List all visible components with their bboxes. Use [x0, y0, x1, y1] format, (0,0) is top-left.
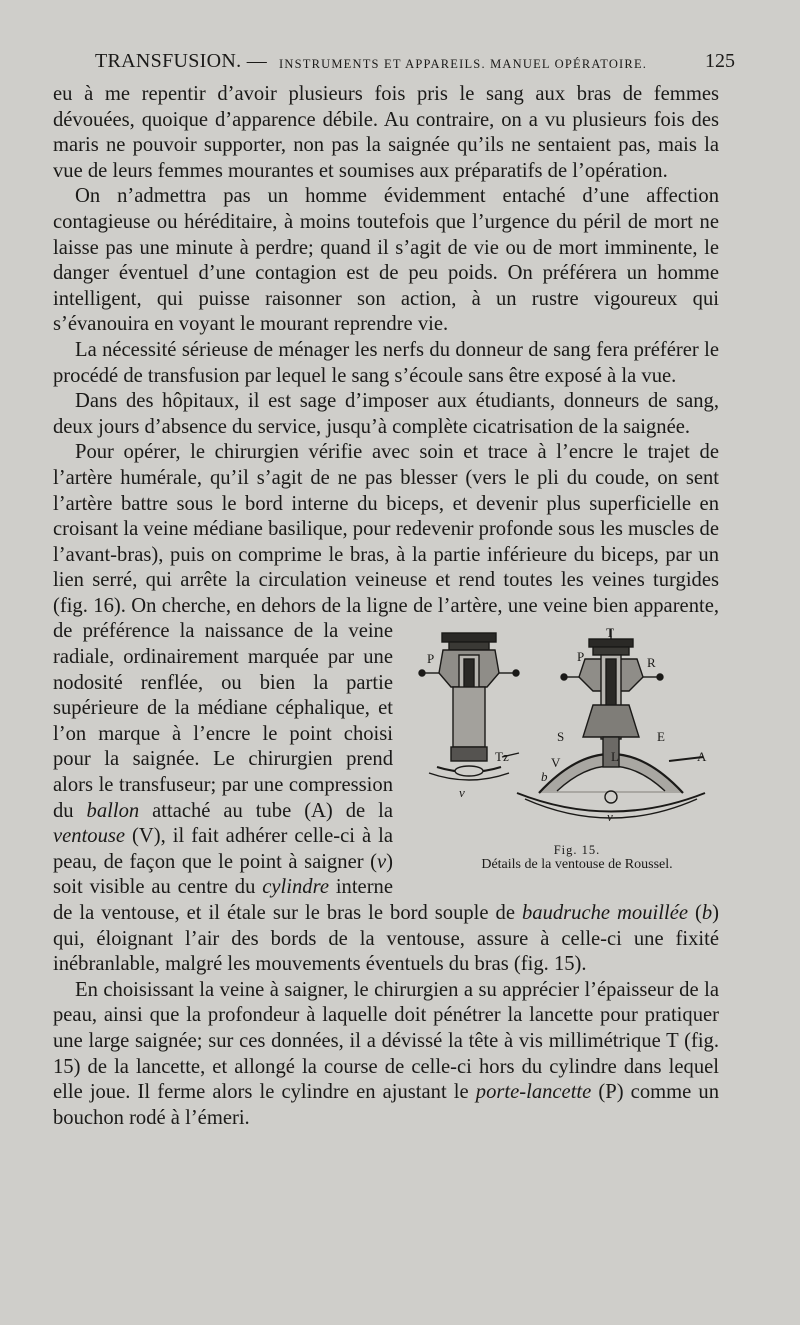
- label-b: b: [541, 769, 548, 785]
- porte-lancette-illustration: [419, 633, 519, 800]
- label-E: E: [657, 729, 665, 745]
- p6-text-b: (P) comme un bouchon rodé à l’émeri.: [53, 1081, 719, 1129]
- p5-text-c: (V), il fait adhérer celle-ci à la peau, de façon que le point à saigner (: [53, 825, 393, 873]
- p5-cylindre: cylindre: [262, 876, 329, 899]
- figure-label: Fig. 15.: [553, 843, 601, 858]
- ventouse-illustration: [517, 625, 707, 824]
- p5-v: v: [377, 850, 387, 873]
- label-P-left: P: [427, 651, 435, 667]
- p5-text-a2: naissance de la veine radiale, ordinairement marquée par une nodosité renflée, ou bien la partie supérieure de la médiane céphalique, et l’on marque à l’encre le point choisi pour la saignée. Le chirurgien prend alors le transfuseur; par une compression du: [53, 620, 393, 822]
- label-V: V: [551, 755, 561, 771]
- p5-ventouse: ventouse: [53, 825, 126, 848]
- label-v-left: v: [459, 785, 465, 801]
- paragraph-6: [53, 978, 719, 1132]
- p5-text-f: (: [687, 902, 702, 924]
- running-header: [95, 50, 735, 76]
- p5-text-b1: attaché au tube (A) de la: [139, 799, 393, 822]
- label-P-right: P: [577, 649, 585, 665]
- p6-text-a: En choisissant la veine à saigner, le chirurgien a su apprécier l’épaisseur de la peau, ainsi que la profondeur à laquelle doit pénétrer la lancette pour pratiquer une large saignée; sur ces données, il a dévissé la tête à vis millimétrique T (fig. 15) de la lancette, et allongé la course de celle-ci hors du cylindre dans lequel elle joue. Il ferme alors le cylindre en ajustant le: [53, 978, 719, 1104]
- paragraph-4: Dans des hôpitaux, il est sage d’imposer aux étudiants, donneurs de sang, deux jours d’absence du service, jusqu’à complète cicatrisation de la saignée.: [53, 390, 719, 438]
- label-v-right: v: [607, 809, 613, 825]
- label-S: S: [557, 729, 565, 745]
- figure-caption-text: Détails de la ventouse de Roussel.: [481, 857, 673, 873]
- paragraph-5: [53, 440, 719, 977]
- roussel-ventouse-drawing: [407, 625, 725, 879]
- label-L: L: [611, 749, 619, 765]
- paragraph-1: eu à me repentir d’avoir plusieurs fois pris le sang aux bras de femmes dévouées, quoique d’apparence débile. Au contraire, on a vu plusieurs fois des maris ne pouvoir supporter, non pas la saignée qu’ils ne sentaient pas, mais la vue de leurs femmes mourantes et soumises aux préparatifs de l’opération.: [53, 83, 719, 182]
- paragraph-3: La nécessité sérieuse de ménager les nerfs du donneur de sang fera préférer le procédé de transfusion par lequel le sang s’écoule sans être exposé à la vue.: [53, 338, 719, 387]
- page-number: 125: [705, 50, 735, 72]
- figure-15: [407, 625, 725, 879]
- label-T: T: [606, 625, 614, 641]
- p5-b-letter: b: [701, 902, 713, 924]
- body-text: [53, 82, 719, 1131]
- p5-text-g: ) qui, éloignant l’air des bords de la ventouse, assure à celle-ci une fixité inébranlable, malgré les mouvements éventuels du bras (fig. 15).: [53, 902, 719, 976]
- p5-text-e: interne de la ventouse, et il étale sur le bras le bord souple de: [53, 876, 522, 924]
- p5-baudruche: baudruche mouillée: [521, 902, 688, 924]
- paragraph-2: On n’admettra pas un homme évidemment entaché d’une affection contagieuse ou héréditaire, à moins toutefois que l’urgence du péril de mort ne laisse pas une minute à perdre; quand il s’agit de vie ou de mort imminente, le danger éventuel d’une contagion est de peu poids. On préférera un homme intelligent, qui puisse raisonner son action, à un rustre vigoureux qui s’évanouira en voyant le mourant reprendre vie.: [53, 185, 719, 336]
- label-Tz: Tz: [495, 749, 509, 765]
- p5-ballon: ballon: [86, 799, 140, 822]
- header-subtitle: INSTRUMENTS ET APPAREILS. MANUEL OPÉRATOIRE.: [279, 57, 648, 71]
- figure-caption: [407, 843, 725, 873]
- label-A: A: [697, 749, 707, 765]
- p5-text-d: ) soit visible au centre du: [53, 850, 393, 899]
- p5-text-a1: Pour opérer, le chirurgien vérifie avec soin et trace à l’encre le trajet de l’artère humérale, qu’il s’agit de ne pas blesser (vers le pli du coude, on sent l’artère battre sous le bord interne du biceps, et devenir plus superficielle en croisant la veine médiane basilique, pour redevenir profonde sous les muscles de l’avant-bras), puis on comprime le bras, à la partie inférieure du biceps, par un lien serré, qui arrête la circulation veineuse et rend toutes les veines turgides (fig. 16). On cherche, en dehors de la ligne de l’artère, une veine bien apparente, de préférence la: [53, 441, 719, 643]
- p6-porte-lancette: porte-lancette: [475, 1081, 592, 1104]
- header-title: TRANSFUSION. —: [95, 50, 268, 72]
- label-R: R: [647, 655, 656, 671]
